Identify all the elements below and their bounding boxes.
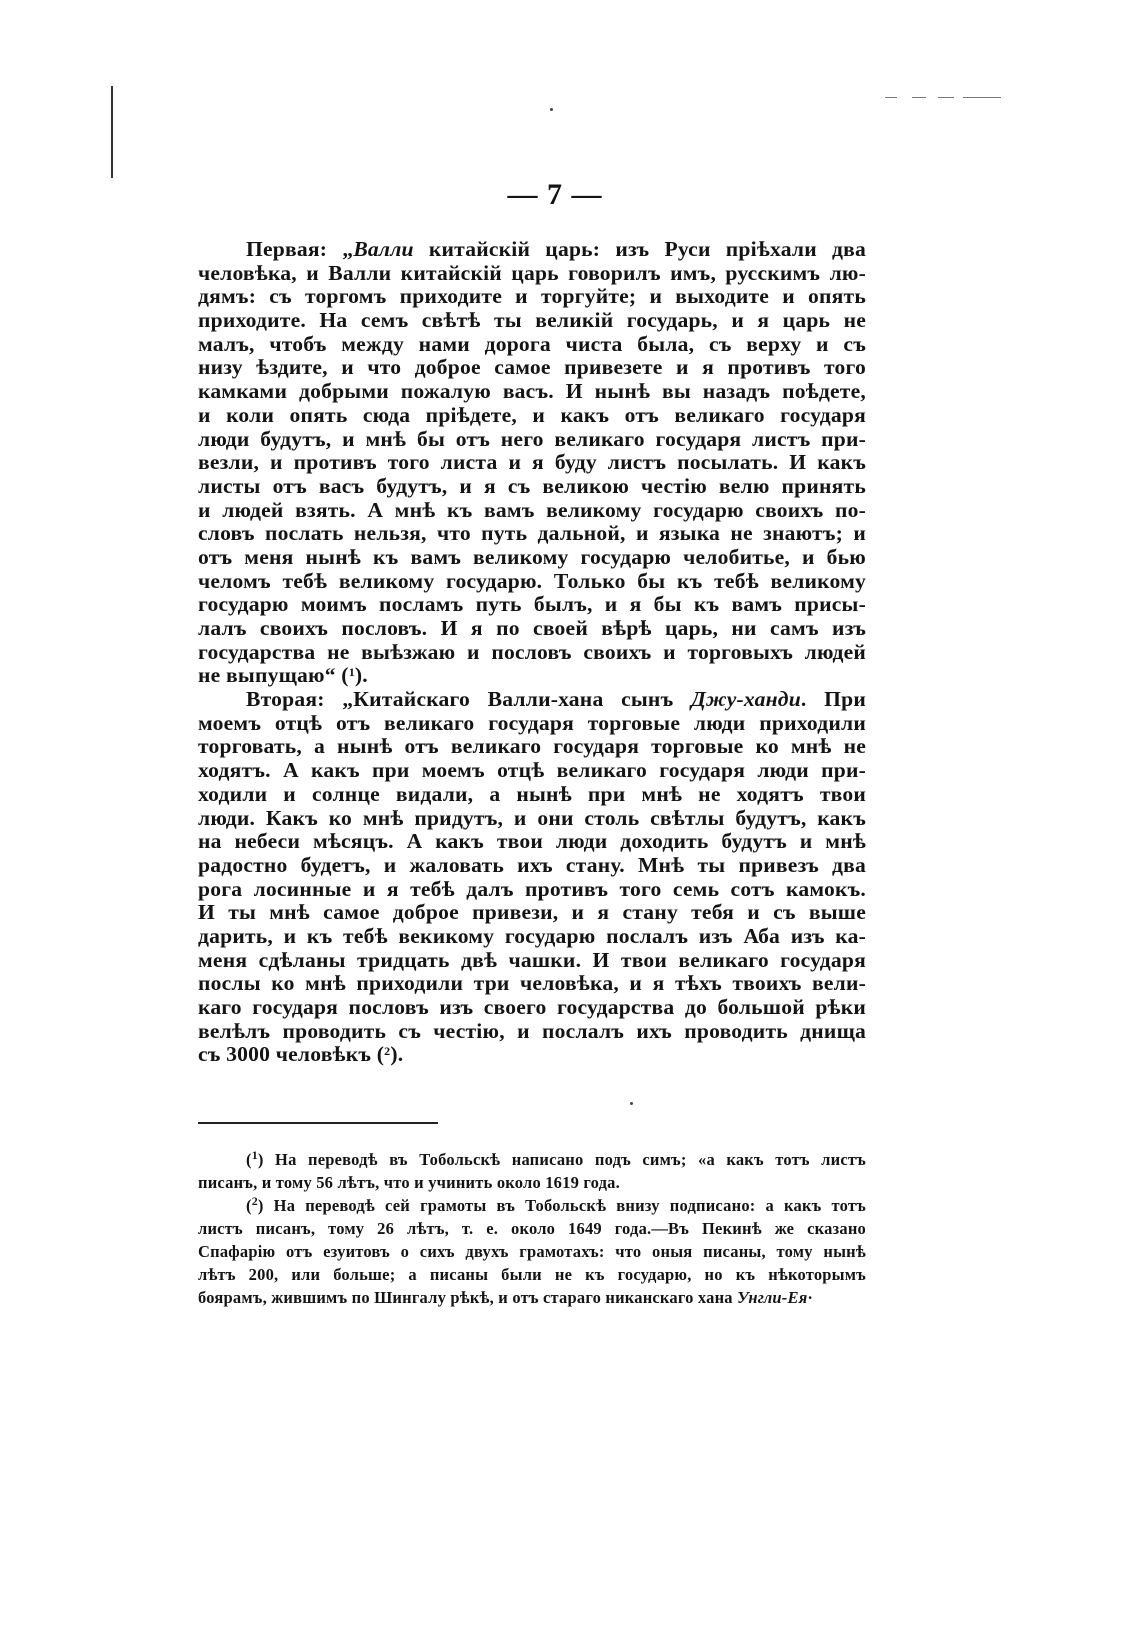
paragraph-line bbox=[198, 285, 866, 309]
paragraph-text: ходили и солнце видали, а нынѣ при мнѣ не ходятъ твои bbox=[198, 782, 866, 806]
paragraph-line bbox=[198, 499, 866, 523]
paragraph-text: моемъ отцѣ отъ великаго государя торговые люди приходили bbox=[198, 711, 866, 735]
paragraph-text: . При bbox=[800, 688, 866, 712]
paragraph-text: приходите. На семъ свѣтѣ ты великій государь, и я царь не bbox=[198, 309, 866, 333]
paragraph-line bbox=[198, 309, 866, 333]
paragraph-text: и коли опять сюда пріѣдете, и какъ отъ великаго государя bbox=[198, 403, 866, 427]
footnote-text: ( bbox=[246, 1150, 252, 1169]
paragraph-line bbox=[198, 451, 866, 475]
paragraph-text: государю моимъ посламъ путь былъ, и я бы къ вамъ присы- bbox=[198, 593, 866, 617]
paragraph-text: государства не выѣзжаю и пословъ своихъ и торговыхъ людей bbox=[198, 640, 866, 664]
footnote-text: лѣтъ 200, или больше; а писаны были не къ государю, но къ нѣкоторымъ bbox=[198, 1265, 866, 1284]
paragraph-line bbox=[198, 593, 866, 617]
paragraph-text: везли, и противъ того листа и я буду листъ посылать. И какъ bbox=[198, 451, 866, 475]
paragraph-line bbox=[198, 522, 866, 546]
paragraph-line bbox=[198, 972, 866, 996]
paragraph-line bbox=[198, 901, 866, 925]
paragraph-line bbox=[198, 735, 866, 759]
paragraph-text: челомъ тебѣ великому государю. Только бы къ тебѣ великому bbox=[198, 569, 866, 593]
footnote-text: ) На переводѣ въ Тобольскѣ написано подъ симъ; «а какъ тотъ листъ bbox=[257, 1150, 866, 1169]
paragraph-line bbox=[198, 854, 866, 878]
paragraph-line bbox=[198, 546, 866, 570]
paragraph-line bbox=[198, 688, 866, 712]
paragraph-text: ходятъ. А какъ при моемъ отцѣ великаго государя люди при- bbox=[198, 759, 866, 783]
paragraph-text: человѣка, и Валли китайскій царь говорилъ имъ, русскимъ лю- bbox=[198, 261, 866, 285]
paragraph-text: велѣлъ проводить съ честію, и послалъ ихъ проводить днища bbox=[198, 1019, 866, 1043]
paragraph-text: камками добрыми пожалую васъ. И нынѣ вы назадъ поѣдете, bbox=[198, 380, 866, 404]
footnote-line bbox=[198, 1263, 866, 1286]
paragraph-text: радостно будетъ, и жаловать ихъ стану. Мнѣ ты привезъ два bbox=[198, 853, 866, 877]
footnote-text: ) На переводѣ сей грамоты въ Тобольскѣ внизу подписано: а какъ тотъ bbox=[257, 1196, 866, 1215]
paragraph-line bbox=[198, 475, 866, 499]
scan-speck bbox=[550, 108, 553, 111]
paragraph-text: 2 bbox=[384, 1044, 391, 1059]
paragraph-line bbox=[198, 878, 866, 902]
scan-dash-mark bbox=[885, 97, 897, 98]
page-number: — 7 — bbox=[507, 178, 603, 211]
paragraph-line bbox=[198, 428, 866, 452]
paragraph-line bbox=[198, 333, 866, 357]
footnote-line bbox=[198, 1194, 866, 1217]
paragraph-text: Валли bbox=[353, 238, 414, 261]
footnote-line bbox=[198, 1171, 866, 1194]
footnote-text: ( bbox=[246, 1196, 252, 1215]
footnote-text: листъ писанъ, тому 26 лѣтъ, т. е. около 1649 года.—Въ Пекинѣ же сказано bbox=[198, 1219, 866, 1238]
paragraph-line bbox=[198, 807, 866, 831]
paragraph-line bbox=[198, 1043, 866, 1067]
footnote-line bbox=[198, 1217, 866, 1240]
paragraph-text: не выпущаю“ ( bbox=[198, 664, 349, 688]
footnote-text: Унгли-Ея bbox=[737, 1288, 808, 1307]
paragraph-text: на небеси мѣсяцъ. А какъ твои люди доходить будутъ и мнѣ bbox=[198, 830, 866, 854]
paragraph-text: отъ меня нынѣ къ вамъ великому государю челобитье, и бью bbox=[198, 545, 866, 569]
paragraph-text: 1 bbox=[348, 665, 355, 680]
footnote-text: писанъ, и тому 56 лѣтъ, что и учинить около 1619 года. bbox=[198, 1173, 620, 1192]
paragraph-text: послы ко мнѣ приходили три человѣка, и я тѣхъ твоихъ вели- bbox=[198, 972, 866, 996]
footnote-text: 1 bbox=[251, 1148, 258, 1162]
scan-dash-mark bbox=[912, 97, 926, 98]
footnote-text: · bbox=[807, 1288, 814, 1307]
paragraph-text: люди. Какъ ко мнѣ придутъ, и они столь свѣтлы будутъ, какъ bbox=[198, 806, 866, 830]
paragraph-text: листы отъ васъ будутъ, и я съ великою честію велю принять bbox=[198, 474, 866, 498]
paragraph-text: китайскій царь: изъ Руси пріѣхали два bbox=[413, 238, 866, 261]
paragraph-line bbox=[198, 759, 866, 783]
footnote-line bbox=[198, 1148, 866, 1171]
footnote-line bbox=[198, 1286, 866, 1309]
paragraph-text: дарить, и къ тебѣ векикому государю послалъ изъ Аба изъ ка- bbox=[198, 924, 866, 948]
paragraph-line bbox=[198, 1020, 866, 1044]
paragraph-line bbox=[198, 262, 866, 286]
paragraph-line bbox=[198, 925, 866, 949]
scan-speck bbox=[630, 1102, 633, 1105]
paragraph-text: торговать, а нынѣ отъ великаго государя торговые ко мнѣ не bbox=[198, 735, 866, 759]
footnote-text: Спафарію отъ езуитовъ о сихъ двухъ грамотахъ: что оныя писаны, тому нынѣ bbox=[198, 1242, 866, 1261]
paragraph-text: ). bbox=[354, 664, 368, 688]
main-text bbox=[198, 238, 866, 1067]
paragraph-line bbox=[198, 664, 866, 688]
paragraph-text: съ 3000 человѣкъ ( bbox=[198, 1043, 385, 1067]
paragraph-line bbox=[198, 783, 866, 807]
footnote-divider bbox=[198, 1122, 438, 1124]
paragraph-text: словъ послать нельзя, что путь дальной, и языка не знаютъ; и bbox=[198, 522, 866, 546]
paragraph-text: Джу-ханди bbox=[691, 688, 801, 712]
paragraph-line bbox=[198, 238, 866, 262]
paragraph-text: малъ, чтобъ между нами дорога чиста была, съ верху и съ bbox=[198, 332, 866, 356]
paragraph-text: меня сдѣланы тридцать двѣ чашки. И твои великаго государя bbox=[198, 948, 866, 972]
paragraph-line bbox=[198, 949, 866, 973]
footnote-text: 2 bbox=[251, 1194, 258, 1208]
paragraph-line bbox=[198, 380, 866, 404]
paragraph-line bbox=[198, 617, 866, 641]
paragraph-line bbox=[198, 641, 866, 665]
paragraph-text: И ты мнѣ самое доброе привези, и я стану тебя и съ выше bbox=[198, 901, 866, 925]
scan-edge-mark bbox=[111, 86, 113, 178]
paragraph-text: низу ѣздите, и что доброе самое привезете и я противъ того bbox=[198, 356, 866, 380]
paragraph-text: ). bbox=[390, 1043, 404, 1067]
paragraph-text: дямъ: съ торгомъ приходите и торгуйте; и выходите и опять bbox=[198, 285, 866, 309]
paragraph-line bbox=[198, 570, 866, 594]
scan-dash-mark bbox=[938, 97, 954, 98]
paragraph-line bbox=[198, 830, 866, 854]
paragraph-text: лалъ своихъ пословъ. И я по своей вѣрѣ царь, ни самъ изъ bbox=[198, 617, 866, 640]
paragraph-text: Вторая: „Китайскаго Валли-хана сынъ bbox=[246, 688, 691, 712]
footnote-text: боярамъ, жившимъ по Шингалу рѣкѣ, и отъ стараго никанскаго хана bbox=[198, 1288, 738, 1307]
paragraph-text: рога лосинные и я тебѣ далъ противъ того семь сотъ камокъ. bbox=[198, 877, 866, 901]
paragraph-line bbox=[198, 404, 866, 428]
footnotes bbox=[198, 1148, 866, 1309]
paragraph-line bbox=[198, 712, 866, 736]
paragraph-text: каго государя пословъ изъ своего государства до большой рѣки bbox=[198, 996, 866, 1019]
paragraph-line bbox=[198, 356, 866, 380]
paragraph-text: и людей взять. А мнѣ къ вамъ великому государю своихъ по- bbox=[198, 498, 866, 522]
scan-dash-mark bbox=[963, 97, 1001, 98]
paragraph-text: люди будутъ, и мнѣ бы отъ него великаго государя листъ при- bbox=[198, 427, 866, 451]
paragraph-text: Первая: „ bbox=[246, 238, 354, 261]
footnote-line bbox=[198, 1240, 866, 1263]
paragraph-line bbox=[198, 996, 866, 1020]
